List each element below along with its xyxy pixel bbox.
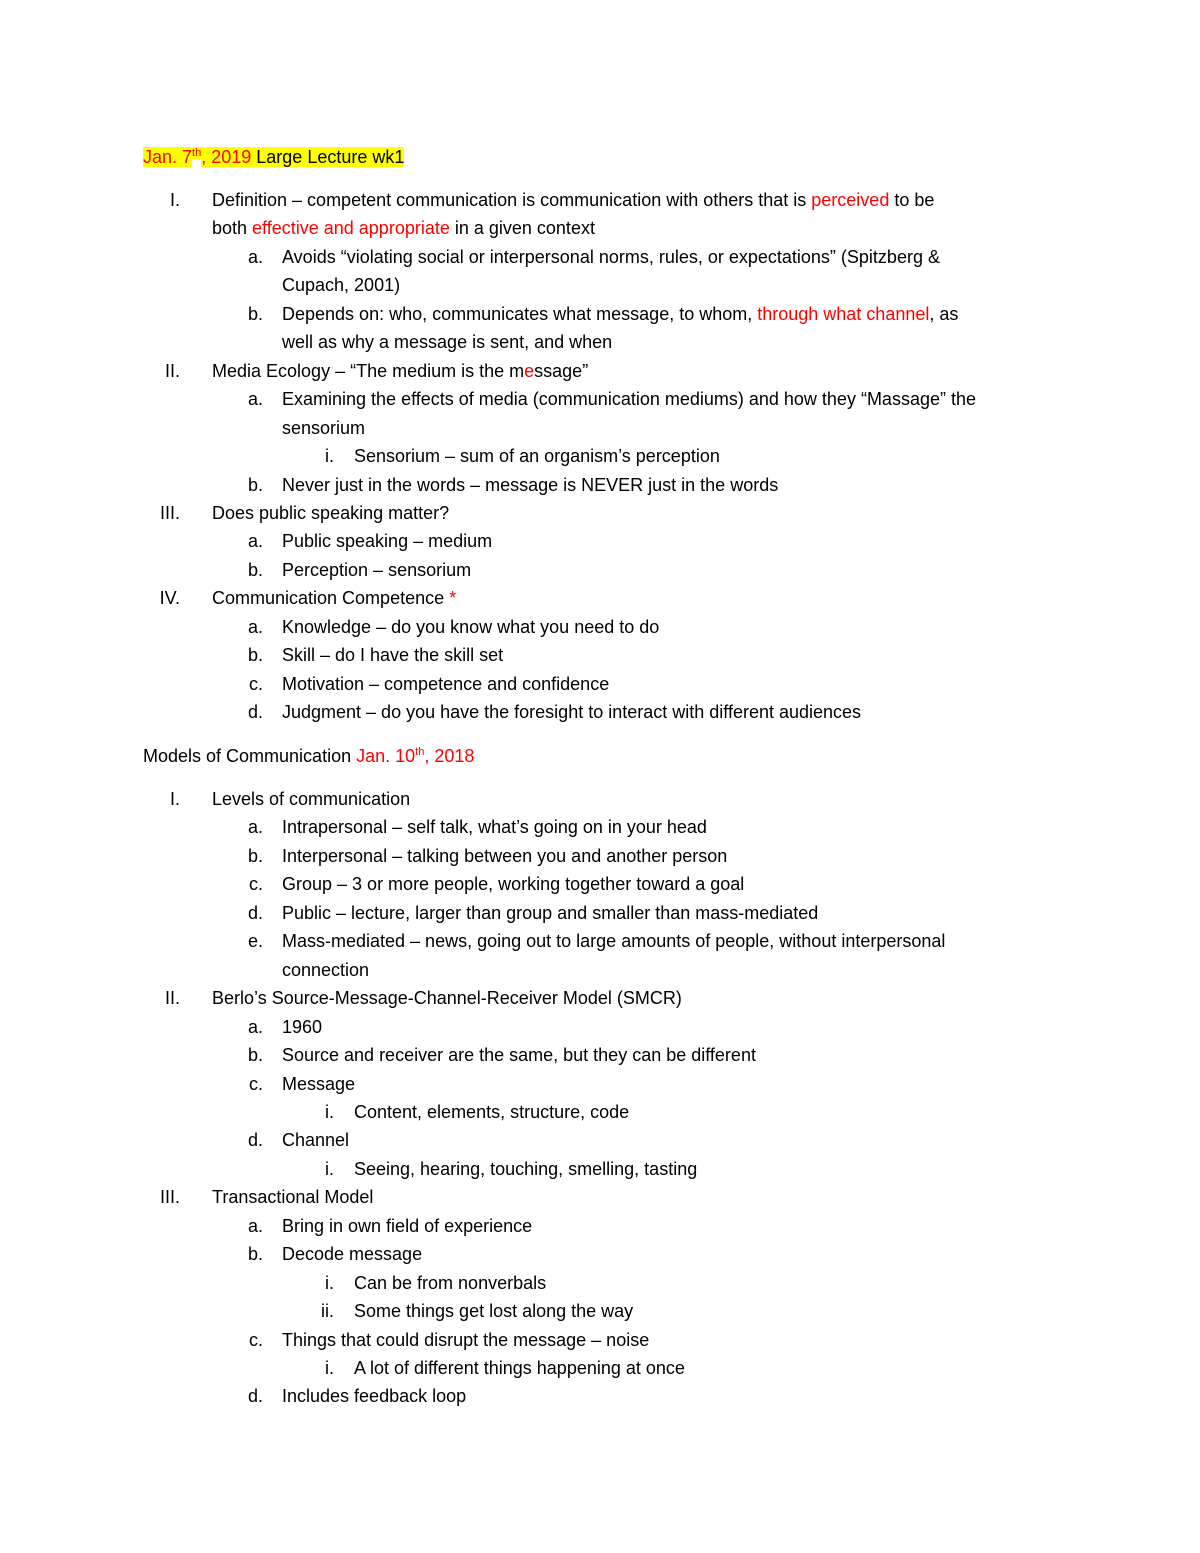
outline-item-level-2: [282, 845, 727, 867]
outline-item-level-2: [282, 1215, 532, 1237]
outline-item-level-2: [282, 303, 958, 325]
outline-item-level-1: [212, 360, 588, 382]
outline-item-level-2: [282, 417, 365, 439]
outline-marker: c.: [248, 1074, 263, 1094]
outline-item-level-2: [282, 331, 612, 353]
outline-item-level-1: [212, 1186, 373, 1208]
text-segment: , as: [929, 304, 959, 324]
outline-marker: b.: [247, 475, 263, 495]
outline-item-level-2: [282, 1073, 355, 1095]
text-segment: Bring in own field of experience: [282, 1216, 533, 1236]
text-segment: Message: [282, 1074, 356, 1094]
outline-marker: b.: [247, 304, 263, 324]
text-segment: to be: [889, 190, 935, 210]
section-heading: [143, 745, 474, 767]
text-segment: Mass-mediated – news, going out to large amounts of people, without interpersonal: [282, 931, 946, 951]
outline-item-level-3: [354, 1158, 697, 1180]
text-segment: Large Lecture wk1: [251, 147, 405, 167]
outline-item-level-2: [282, 559, 471, 581]
text-segment: Content, elements, structure, code: [354, 1102, 630, 1122]
outline-item-level-1: [212, 217, 595, 239]
outline-marker: a.: [247, 817, 263, 837]
outline-marker: c.: [248, 1330, 263, 1350]
text-segment: both: [212, 218, 253, 238]
outline-marker: i.: [325, 446, 334, 466]
text-segment: Motivation – competence and confidence: [282, 674, 610, 694]
outline-item-level-2: [282, 388, 976, 410]
outline-marker: ii.: [321, 1301, 334, 1321]
text-segment: 1960: [282, 1017, 323, 1037]
outline-marker: d.: [247, 1386, 263, 1406]
outline-marker: d.: [247, 702, 263, 722]
text-segment: Some things get lost along the way: [354, 1301, 634, 1321]
outline-item-level-2: [282, 1016, 322, 1038]
text-segment: Definition – competent communication is communication with others that is: [212, 190, 812, 210]
text-segment: Avoids “violating social or interpersonal norms, rules, or expectations” (Spitzberg &: [282, 247, 940, 267]
outline-item-level-1: [212, 502, 449, 524]
outline-item-level-2: [282, 246, 940, 268]
text-segment: Decode message: [282, 1244, 423, 1264]
emphasized-text: through what channel: [757, 304, 930, 324]
outline-marker: a.: [247, 1017, 263, 1037]
outline-item-level-1: [212, 987, 682, 1009]
emphasized-text: Jan. 10: [356, 746, 416, 766]
outline-marker: a.: [247, 617, 263, 637]
outline-item-level-2: [282, 816, 707, 838]
text-segment: Depends on: who, communicates what message, to whom,: [282, 304, 758, 324]
text-segment: connection: [282, 960, 370, 980]
emphasized-text: , 2018: [424, 746, 475, 766]
outline-marker: b.: [247, 645, 263, 665]
outline-item-level-2: [282, 274, 400, 296]
text-segment: Interpersonal – talking between you and another person: [282, 846, 728, 866]
text-segment: Source and receiver are the same, but they can be different: [282, 1045, 756, 1065]
outline-marker: c.: [248, 874, 263, 894]
outline-marker: II.: [164, 361, 180, 381]
text-segment: Levels of communication: [212, 789, 411, 809]
outline-item-level-2: [282, 902, 818, 924]
outline-item-level-2: [282, 1129, 349, 1151]
text-segment: sensorium: [282, 418, 366, 438]
outline-item-level-2: [282, 616, 659, 638]
text-segment: Can be from nonverbals: [354, 1273, 547, 1293]
outline-marker: e.: [247, 931, 263, 951]
outline-marker: I.: [169, 190, 180, 210]
text-segment: Seeing, hearing, touching, smelling, tasting: [354, 1159, 698, 1179]
outline-item-level-3: [354, 1300, 633, 1322]
outline-marker: c.: [248, 674, 263, 694]
outline-marker: b.: [247, 1045, 263, 1065]
text-segment: Includes feedback loop: [282, 1386, 467, 1406]
outline-marker: b.: [247, 846, 263, 866]
text-segment: well as why a message is sent, and when: [282, 332, 613, 352]
text-segment: Berlo’s Source-Message-Channel-Receiver Model (SMCR): [212, 988, 682, 1008]
text-segment: Public – lecture, larger than group and smaller than mass-mediated: [282, 903, 819, 923]
emphasized-text: th: [192, 147, 202, 159]
text-segment: Never just in the words – message is NEVER just in the words: [282, 475, 779, 495]
emphasized-text: Jan. 7: [143, 147, 193, 167]
text-segment: Examining the effects of media (communication mediums) and how they “Massage” the: [282, 389, 976, 409]
emphasized-text: , 2019: [201, 147, 252, 167]
lecture-heading: [143, 146, 404, 168]
text-segment: ssage”: [534, 361, 589, 381]
text-segment: in a given context: [449, 218, 595, 238]
outline-marker: i.: [325, 1102, 334, 1122]
text-segment: A lot of different things happening at once: [354, 1358, 685, 1378]
outline-item-level-3: [354, 1272, 546, 1294]
text-segment: Channel: [282, 1130, 350, 1150]
outline-item-level-2: [282, 673, 609, 695]
outline-marker: III.: [159, 1187, 180, 1207]
outline-item-level-2: [282, 1385, 466, 1407]
text-segment: Knowledge – do you know what you need to do: [282, 617, 660, 637]
outline-item-level-2: [282, 1243, 422, 1265]
emphasized-text: perceived: [811, 190, 890, 210]
emphasized-text: *: [449, 588, 457, 608]
text-segment: Perception – sensorium: [282, 560, 472, 580]
outline-marker: a.: [247, 1216, 263, 1236]
outline-marker: I.: [169, 789, 180, 809]
outline-marker: b.: [247, 1244, 263, 1264]
outline-marker: i.: [325, 1159, 334, 1179]
text-segment: Sensorium – sum of an organism’s perception: [354, 446, 720, 466]
outline-marker: a.: [247, 247, 263, 267]
outline-marker: a.: [247, 531, 263, 551]
text-segment: Things that could disrupt the message – noise: [282, 1330, 650, 1350]
outline-item-level-2: [282, 701, 861, 723]
outline-marker: d.: [247, 1130, 263, 1150]
outline-marker: i.: [325, 1358, 334, 1378]
text-segment: Cupach, 2001): [282, 275, 401, 295]
outline-item-level-1: [212, 788, 410, 810]
outline-item-level-1: [212, 587, 456, 609]
text-segment: Skill – do I have the skill set: [282, 645, 504, 665]
text-segment: Communication Competence: [212, 588, 450, 608]
outline-marker: II.: [164, 988, 180, 1008]
outline-item-level-2: [282, 959, 369, 981]
text-segment: Public speaking – medium: [282, 531, 493, 551]
text-segment: Does public speaking matter?: [212, 503, 450, 523]
outline-item-level-2: [282, 873, 744, 895]
text-segment: Media Ecology – “The medium is the m: [212, 361, 525, 381]
outline-item-level-2: [282, 530, 492, 552]
text-segment: Models of Communication: [143, 746, 357, 766]
outline-item-level-2: [282, 644, 503, 666]
outline-marker: IV.: [159, 588, 180, 608]
outline-marker: III.: [159, 503, 180, 523]
outline-item-level-1: [212, 189, 934, 211]
text-segment: Transactional Model: [212, 1187, 374, 1207]
text-segment: Intrapersonal – self talk, what’s going on in your head: [282, 817, 707, 837]
outline-item-level-3: [354, 1101, 629, 1123]
outline-item-level-3: [354, 1357, 685, 1379]
emphasized-text: effective and appropriate: [252, 218, 450, 238]
emphasized-text: th: [415, 746, 425, 758]
outline-item-level-3: [354, 445, 720, 467]
emphasized-text: e: [524, 361, 535, 381]
text-segment: Group – 3 or more people, working together toward a goal: [282, 874, 745, 894]
outline-item-level-2: [282, 1044, 756, 1066]
outline-marker: b.: [247, 560, 263, 580]
text-segment: Judgment – do you have the foresight to interact with different audiences: [282, 702, 862, 722]
outline-item-level-2: [282, 930, 945, 952]
outline-marker: d.: [247, 903, 263, 923]
outline-marker: a.: [247, 389, 263, 409]
outline-item-level-2: [282, 474, 778, 496]
outline-item-level-2: [282, 1329, 649, 1351]
outline-marker: i.: [325, 1273, 334, 1293]
